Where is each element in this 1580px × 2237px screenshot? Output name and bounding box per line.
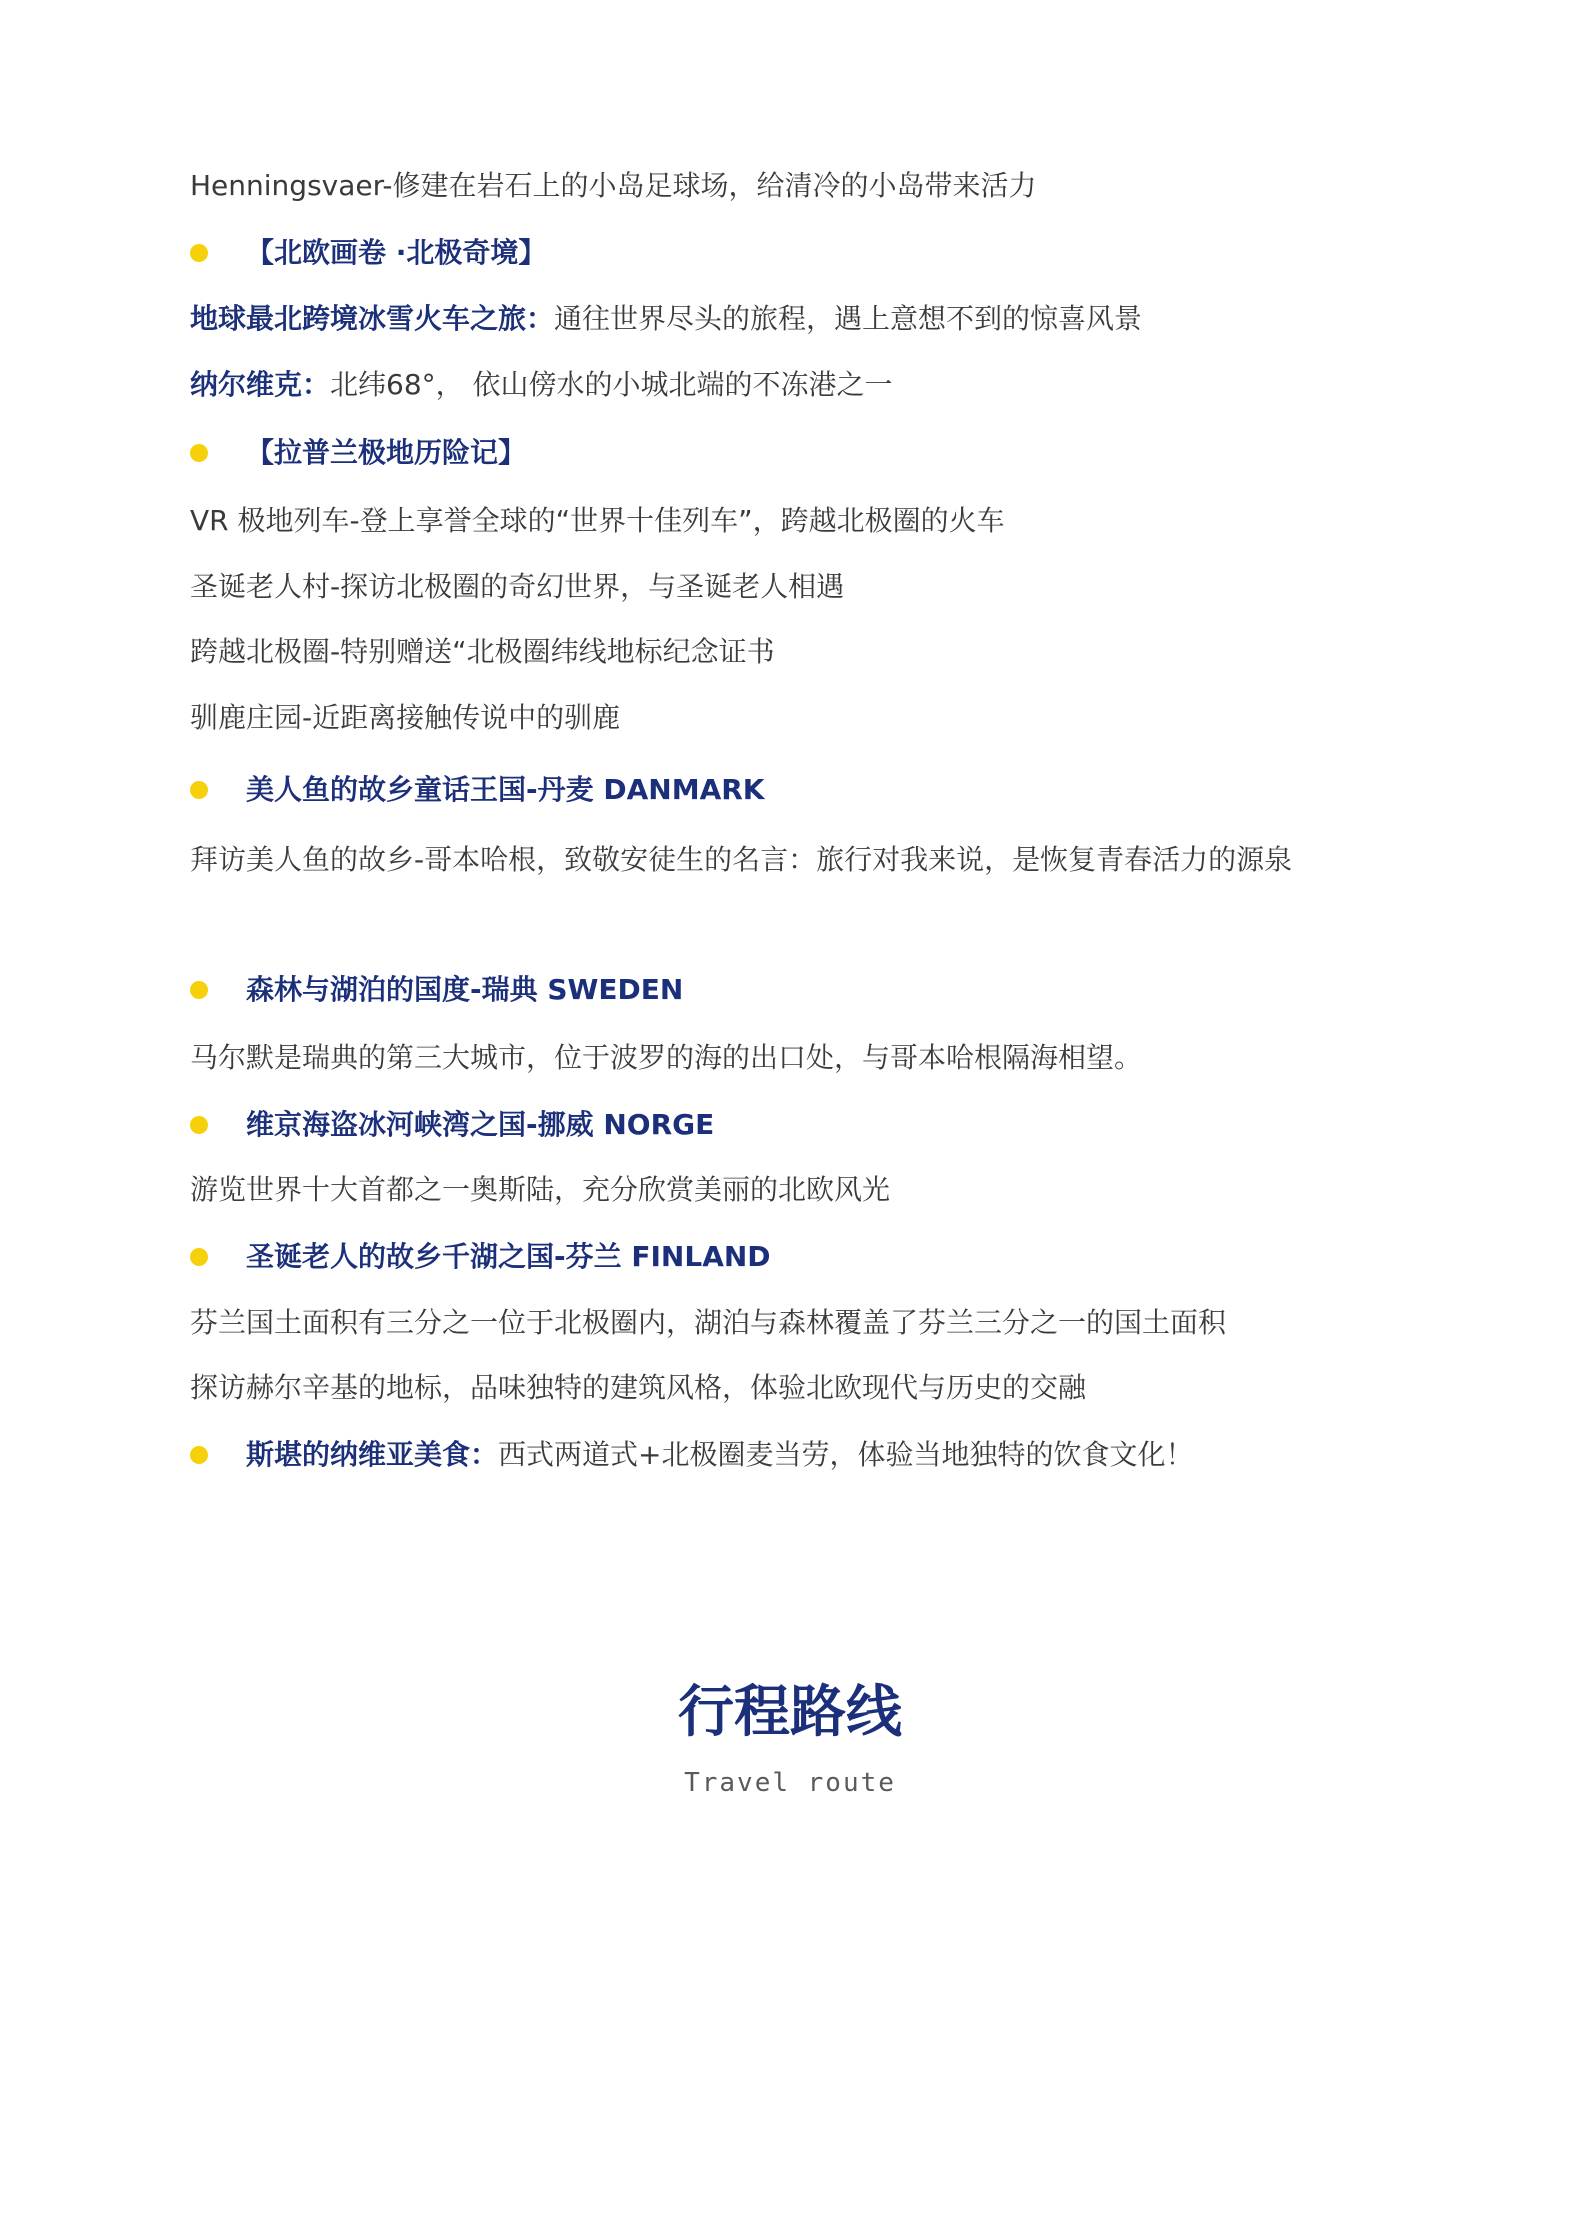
bullet-dot-icon (190, 781, 208, 799)
section-heading-text: 森林与湖泊的国度-瑞典 SWEDEN (246, 973, 684, 1006)
norway-text: 游览世界十大首都之一奥斯陆，充分欣赏美丽的北欧风光 (190, 1173, 891, 1206)
bullet-dot-icon (190, 1446, 208, 1464)
lapland-line-3: 跨越北极圈-特别赠送“北极圈纬线地标纪念证书 (190, 635, 775, 668)
food-label: 斯堪的纳维亚美食： (246, 1438, 499, 1471)
bullet-dot-icon (190, 444, 208, 462)
finland-line-1: 芬兰国土面积有三分之一位于北极圈内，湖泊与森林覆盖了芬兰三分之一的国土面积 (190, 1306, 1227, 1339)
line-text: 北纬68°， 依山傍水的小城北端的不冻港之一 (330, 368, 893, 401)
food-text: 西式两道式+北极圈麦当劳，体验当地独特的饮食文化！ (498, 1438, 1194, 1471)
nordic-line-1 (190, 299, 1430, 339)
nordic-line-2 (190, 365, 1430, 405)
lapland-line-2: 圣诞老人村-探访北极圈的奇幻世界，与圣诞老人相遇 (190, 570, 845, 603)
intro-line: Henningsvaer-修建在岩石上的小岛足球场，给清冷的小岛带来活力 (190, 169, 1037, 202)
bullet-dot-icon (190, 981, 208, 999)
route-subtitle: Travel route (684, 1768, 896, 1798)
section-heading-text: 【北欧画卷 ·北极奇境】 (246, 236, 547, 269)
sweden-text: 马尔默是瑞典的第三大城市，位于波罗的海的出口处，与哥本哈根隔海相望。 (190, 1041, 1143, 1074)
lapland-line-4: 驯鹿庄园-近距离接触传说中的驯鹿 (190, 701, 621, 734)
line-text: 通往世界尽头的旅程，遇上意想不到的惊喜风景 (554, 302, 1143, 335)
bullet-dot-icon (190, 1248, 208, 1266)
line-label: 纳尔维克： (190, 368, 331, 401)
lapland-line-1: VR 极地列车-登上享誉全球的“世界十佳列车”，跨越北极圈的火车 (190, 504, 1005, 537)
route-title: 行程路线 (678, 1680, 902, 1745)
bullet-dot-icon (190, 244, 208, 262)
section-heading-text: 美人鱼的故乡童话王国-丹麦 DANMARK (246, 773, 765, 806)
bullet-dot-icon (190, 1116, 208, 1134)
food-line (246, 1435, 1193, 1475)
section-heading-text: 圣诞老人的故乡千湖之国-芬兰 FINLAND (246, 1240, 771, 1273)
section-heading-text: 【拉普兰极地历险记】 (246, 436, 527, 469)
section-heading-text: 维京海盗冰河峡湾之国-挪威 NORGE (246, 1108, 715, 1141)
denmark-text: 拜访美人鱼的故乡-哥本哈根，致敬安徒生的名言：旅行对我来说，是恢复青春活力的源泉 (190, 843, 1293, 876)
finland-line-2: 探访赫尔辛基的地标，品味独特的建筑风格，体验北欧现代与历史的交融 (190, 1371, 1087, 1404)
line-label: 地球最北跨境冰雪火车之旅： (190, 302, 555, 335)
